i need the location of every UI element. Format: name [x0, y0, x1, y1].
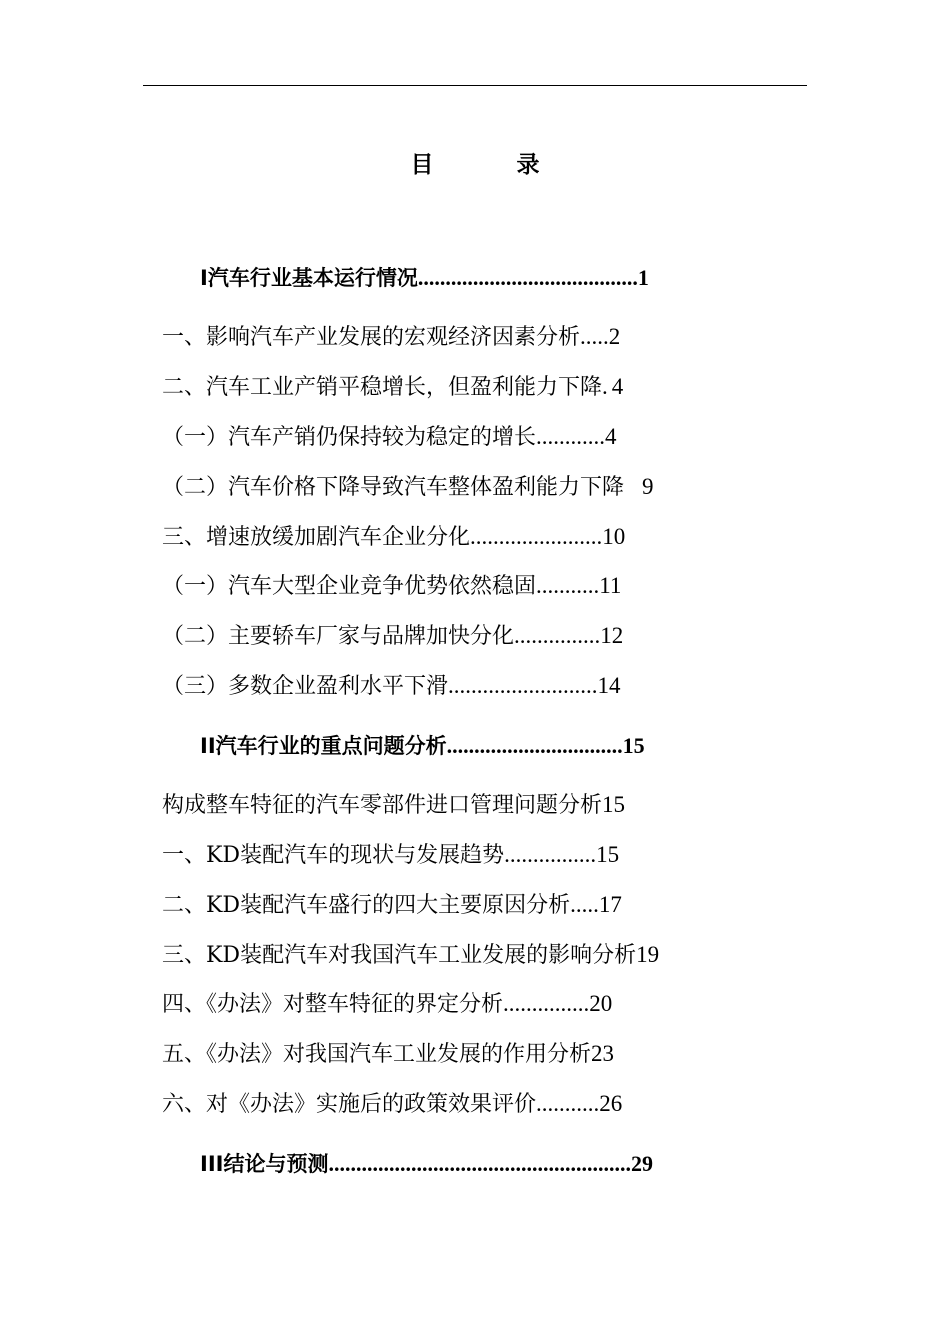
toc-entry-7-text: （二）主要轿车厂家与品牌加快分化	[162, 624, 515, 649]
toc-section-2[interactable]	[200, 731, 645, 761]
toc-section-3[interactable]	[200, 1149, 653, 1179]
toc-entry-1-text: 一、影响汽车产业发展的宏观经济因素分析	[162, 325, 581, 350]
toc-entry-12[interactable]	[162, 940, 659, 971]
toc-entry-8-dots: ..........................	[448, 673, 598, 698]
toc-entry-2[interactable]	[162, 372, 623, 403]
toc-entry-2-text: 二、汽车工业产销平稳增长，但盈利能力下降	[162, 375, 603, 400]
toc-section-3-dots: .......................................................	[328, 1151, 631, 1176]
toc-entry-5-dots: .......................	[470, 524, 603, 549]
toc-entry-1[interactable]	[162, 322, 620, 353]
toc-entry-1-page: 2	[608, 324, 621, 349]
header-rule	[143, 85, 807, 86]
toc-entry-12-text: 三、KD装配汽车对我国汽车工业发展的影响分析	[162, 943, 637, 968]
toc-entry-3-dots: ............	[536, 424, 606, 449]
toc-title: 目 录	[410, 152, 570, 178]
toc-entry-13-text: 四、《办法》对整车特征的界定分析	[162, 992, 504, 1017]
toc-section-3-text: ⅠⅠⅠ结论与预测	[200, 1152, 329, 1176]
toc-entry-15-text: 六、对《办法》实施后的政策效果评价	[162, 1092, 537, 1117]
toc-entry-14-text: 五、《办法》对我国汽车工业发展的作用分析	[162, 1042, 592, 1067]
toc-entry-5[interactable]	[162, 522, 625, 553]
toc-entry-10-text: 一、KD装配汽车的现状与发展趋势	[162, 843, 505, 868]
toc-entry-14[interactable]	[162, 1039, 614, 1070]
toc-entry-6-text: （一）汽车大型企业竞争优势依然稳固	[162, 574, 537, 599]
toc-section-1-dots: ........................................	[417, 265, 638, 290]
toc-entry-8[interactable]	[162, 671, 621, 702]
toc-entry-15[interactable]	[162, 1089, 622, 1120]
toc-entry-4-text: （二）汽车价格下降导致汽车整体盈利能力下降	[162, 475, 625, 500]
toc-entry-15-dots: ...........	[536, 1091, 600, 1116]
toc-section-3-page: 29	[630, 1151, 653, 1176]
toc-entry-3-text: （一）汽车产销仍保持较为稳定的增长	[162, 425, 537, 450]
toc-entry-8-text: （三）多数企业盈利水平下滑	[162, 674, 449, 699]
toc-section-1[interactable]	[200, 263, 649, 293]
toc-entry-11-dots: .....	[570, 892, 599, 917]
toc-section-2-dots: ................................	[446, 733, 623, 758]
toc-entry-7-page: 12	[600, 623, 624, 648]
toc-entry-10-dots: ................	[504, 842, 597, 867]
toc-entry-6-page: 11	[599, 573, 622, 598]
toc-entry-4-page: 9	[642, 474, 654, 499]
toc-entry-13-dots: ...............	[503, 991, 590, 1016]
toc-entry-12-page: 19	[636, 942, 660, 967]
toc-entry-8-page: 14	[597, 673, 621, 698]
toc-entry-5-text: 三、增速放缓加剧汽车企业分化	[162, 525, 471, 550]
toc-entry-13-page: 20	[589, 991, 613, 1016]
toc-entry-11-page: 17	[598, 892, 622, 917]
toc-entry-15-page: 26	[599, 1091, 623, 1116]
toc-section-2-text: ⅠⅠ汽车行业的重点问题分析	[200, 734, 447, 758]
toc-entry-5-page: 10	[602, 524, 626, 549]
toc-entry-11-text: 二、KD装配汽车盛行的四大主要原因分析	[162, 893, 571, 918]
toc-entry-9-page: 15	[602, 792, 626, 817]
toc-entry-3[interactable]	[162, 422, 617, 453]
toc-entry-10[interactable]	[162, 840, 619, 871]
toc-entry-3-page: 4	[605, 424, 617, 449]
toc-entry-11[interactable]	[162, 890, 622, 921]
toc-section-2-page: 15	[622, 733, 645, 758]
toc-entry-7[interactable]	[162, 621, 623, 652]
toc-section-1-text: Ⅰ汽车行业基本运行情况	[200, 266, 418, 290]
toc-entry-14-page: 23	[591, 1041, 615, 1066]
toc-section-1-page: 1	[637, 265, 649, 290]
toc-entry-9-text: 构成整车特征的汽车零部件进口管理问题分析	[162, 793, 603, 818]
toc-entry-9[interactable]	[162, 790, 625, 821]
toc-entry-1-dots: .....	[580, 324, 609, 349]
toc-entry-4[interactable]	[162, 472, 654, 503]
toc-entry-10-page: 15	[596, 842, 620, 867]
toc-entry-6[interactable]	[162, 571, 621, 602]
toc-entry-6-dots: ...........	[536, 573, 600, 598]
toc-entry-2-dots: .	[602, 374, 608, 399]
toc-entry-7-dots: ...............	[514, 623, 601, 648]
toc-entry-2-page: 4	[611, 374, 624, 399]
toc-entry-13[interactable]	[162, 989, 612, 1020]
